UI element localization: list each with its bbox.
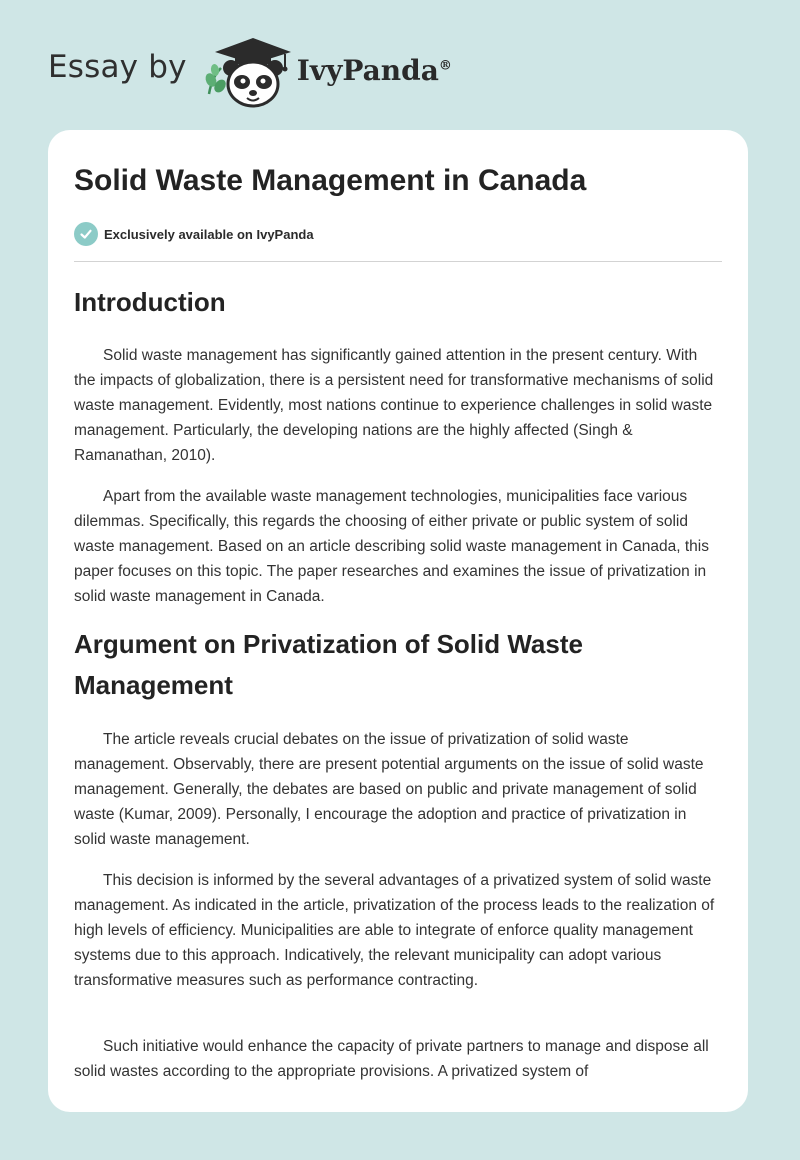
paragraph: Solid waste management has significantly gained attention in the present century. With the impacts of globalization, there is a persistent need for transformative mechanisms of solid waste management. Evidently, most nations continue to experience challenges in solid waste management. Particularly, the developing nations are the highly affected (Singh & Ramanathan, 2010). [74,347,714,464]
paragraph: Such initiative would enhance the capacity of private partners to manage and dispose all solid wastes according to the appropriate provisions. A privatized system of [74,1038,709,1080]
exclusive-label: Exclusively available on IvyPanda [104,226,314,242]
panda-graduation-cap-icon [201,34,293,110]
brand-header [48,34,452,110]
check-icon [74,222,98,246]
brand-name: IvyPanda® [296,53,452,87]
brand-prefix: Essay by [48,49,187,85]
paragraph: Apart from the available waste management technologies, municipalities face various dilemmas. Specifically, this regards the choosing of either private or public system of solid waste management. Based on an article describing solid waste management in Canada, this paper focuses on this topic. The paper researches and examines the issue of privatization in solid waste management in Canada. [74,488,710,605]
section-heading: Argument on Privatization of Solid Waste Management [74,629,583,700]
essay-card [48,130,748,1112]
page-title: Solid Waste Management in Canada [74,164,587,197]
exclusive-notice [74,222,314,246]
section-heading: Introduction [74,287,226,317]
paragraph: The article reveals crucial debates on the issue of privatization of solid waste management. Observably, there are present potential arguments on the issue of solid waste management. Generally, the debates are based on public and private management of solid waste (Kumar, 2009). Personally, I encourage the adoption and practice of privatization in solid waste management. [74,731,704,848]
paragraph: This decision is informed by the several advantages of a privatized system of solid waste management. As indicated in the article, privatization of the process leads to the realization of high levels of efficiency. Municipalities are able to integrate of enforce quality management systems due to this approach. Indicatively, the relevant municipality can adopt various transformative measures such as performance contracting. [74,872,715,989]
title-divider [74,261,722,262]
